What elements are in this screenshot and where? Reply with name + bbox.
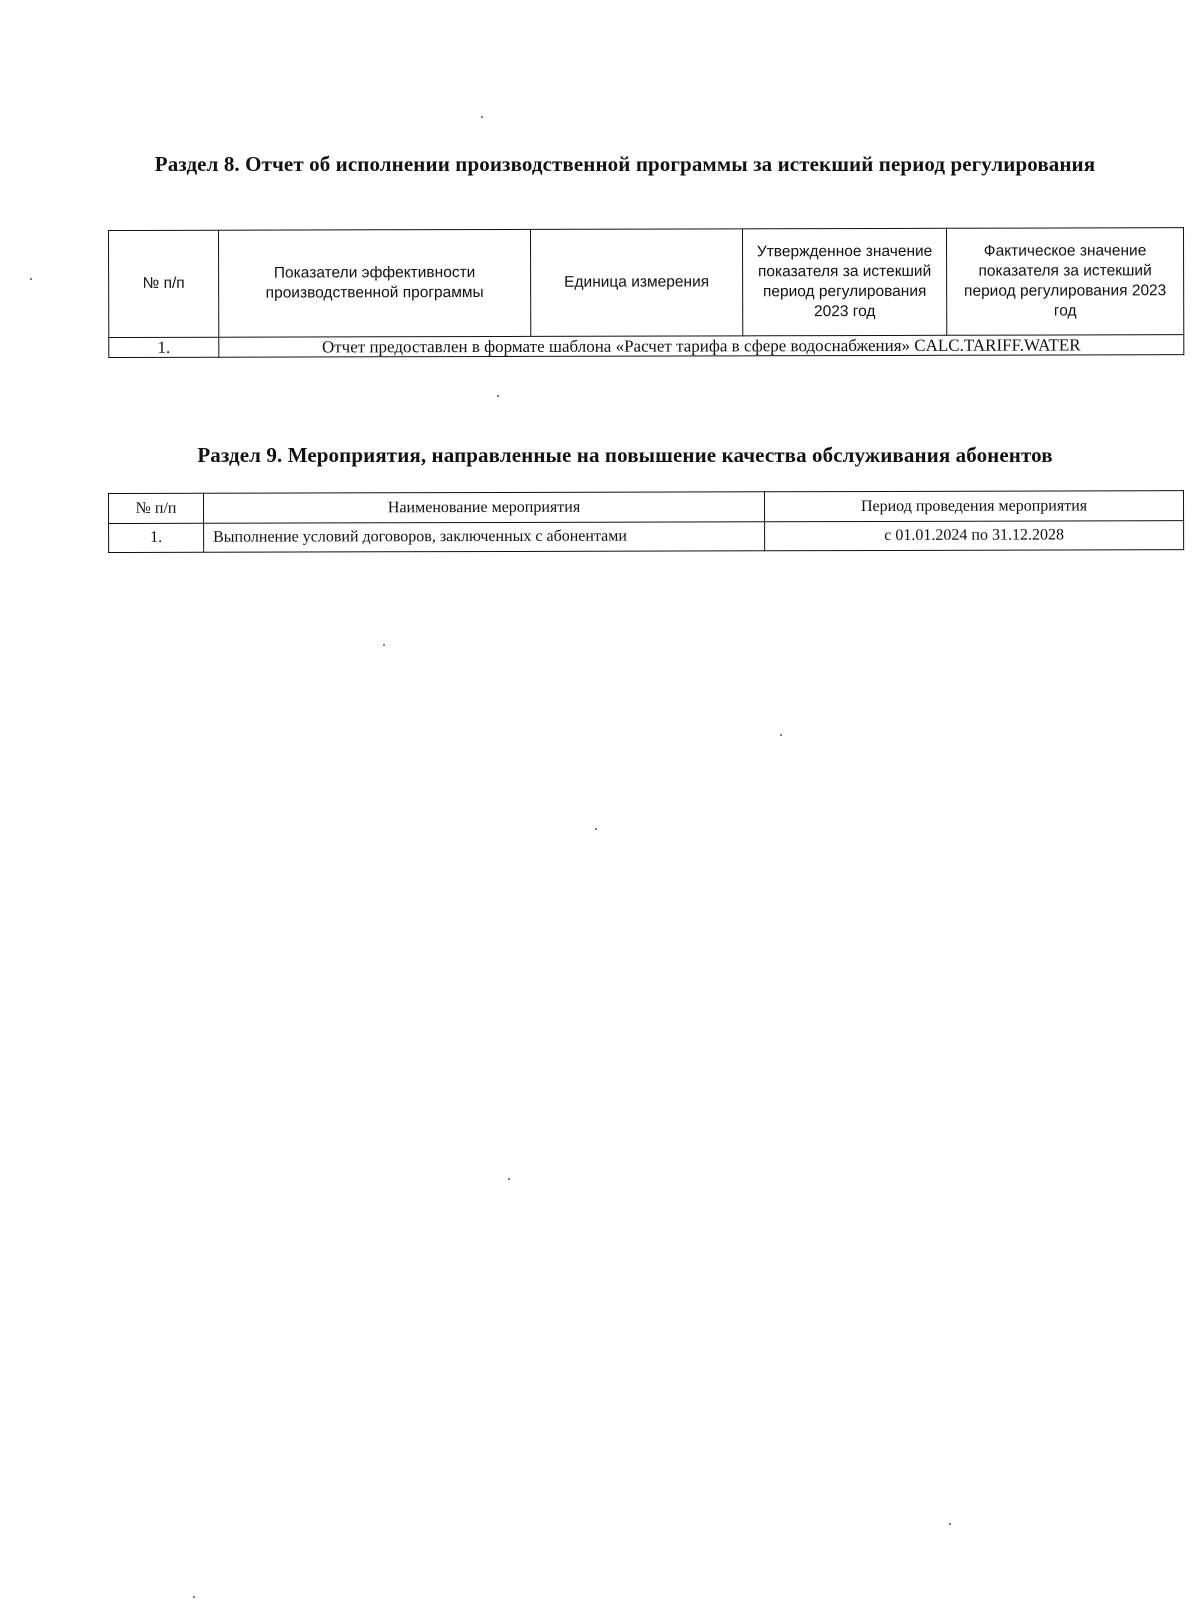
section-9-table	[108, 490, 1184, 553]
scan-speck	[497, 395, 499, 397]
scan-speck	[193, 1596, 195, 1598]
header-activity-name: Наименование мероприятия	[204, 492, 765, 523]
scan-speck	[949, 1523, 951, 1525]
section-8-title: Раздел 8. Отчет об исполнении производственной программы за истекший период регулирования	[154, 152, 1096, 176]
row-activity-period: с 01.01.2024 по 31.12.2028	[765, 521, 1184, 551]
scan-speck	[30, 278, 32, 280]
section-8-table	[108, 227, 1184, 358]
header-unit: Единица измерения	[530, 229, 742, 337]
header-num: № п/п	[109, 493, 204, 523]
section-9-title: Раздел 9. Мероприятия, направленные на повышение качества обслуживания абонентов	[197, 443, 1053, 467]
row-report-note: Отчет предоставлен в формате шаблона «Расчет тарифа в сфере водоснабжения» CALC.TARIFF.WATER	[219, 335, 1184, 358]
table-header-row	[109, 228, 1184, 338]
header-approved-value: Утвержденное значение показателя за истекший период регулирования 2023 год	[742, 228, 946, 336]
table-row	[109, 521, 1184, 553]
row-activity-name: Выполнение условий договоров, заключенных с абонентами	[204, 522, 765, 552]
header-activity-period: Период проведения мероприятия	[764, 491, 1183, 522]
header-indicator: Показатели эффективности производственной программы	[219, 229, 531, 337]
header-actual-value: Фактическое значение показателя за истекший период регулирования 2023 год	[946, 228, 1183, 336]
scan-speck	[508, 1178, 510, 1180]
row-num: 1.	[109, 523, 204, 552]
scan-speck	[595, 828, 597, 830]
scan-speck	[481, 116, 483, 118]
row-num: 1.	[109, 337, 219, 357]
table-row	[109, 335, 1184, 358]
scan-speck	[383, 644, 385, 646]
header-num: № п/п	[109, 230, 219, 337]
table-header-row	[109, 491, 1184, 524]
scan-speck	[780, 734, 782, 736]
